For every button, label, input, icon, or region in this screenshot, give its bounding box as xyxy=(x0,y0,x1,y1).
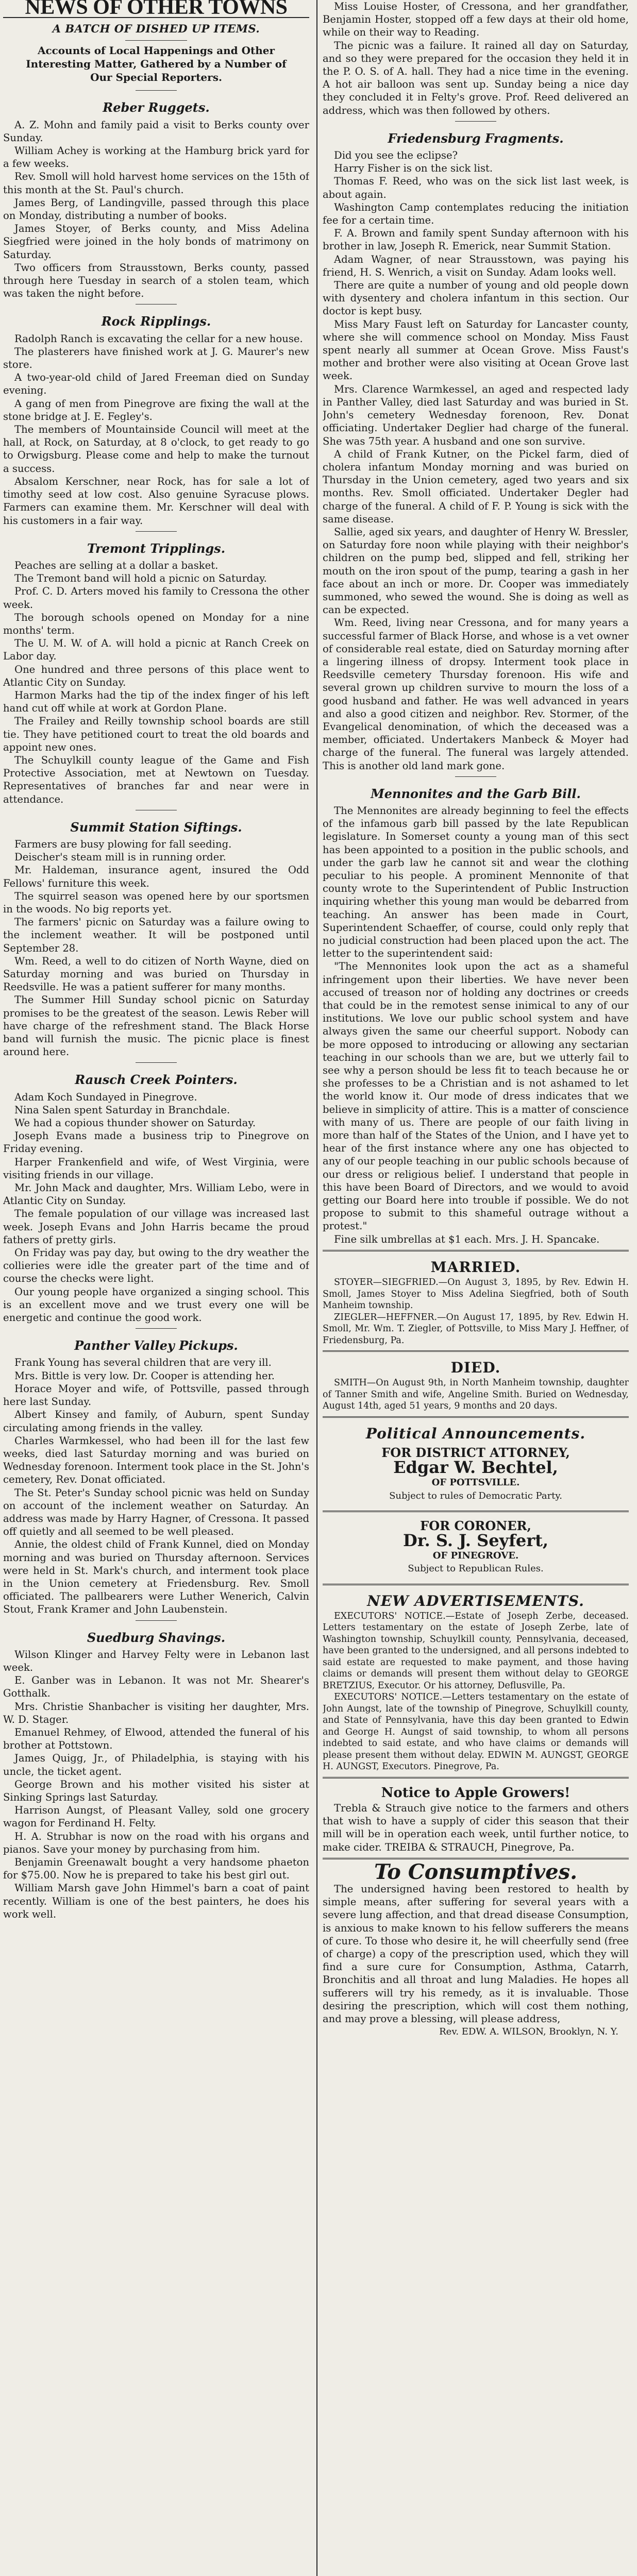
political-entries xyxy=(323,1443,629,1580)
divider xyxy=(136,1328,177,1329)
news-item: Sallie, aged six years, and daughter of Henry W. Bressler, on Saturday fore noon while playing with their neighbor's children on the pump bed, slipped and fell, striking her mouth on the iron spout of the pump, tearing a gash in her face about an inch or more. Dr. Cooper was immediately summoned, who sewed the wound. She is doing as well as can be expected. xyxy=(323,526,629,616)
news-item: The Frailey and Reilly township school boards are still tie. They have petitioned court to treat the old boards and appoint new ones. xyxy=(3,715,309,753)
section-heading: Summit Station Siftings. xyxy=(70,819,242,835)
divider xyxy=(136,1062,177,1063)
news-item: Joseph Evans made a business trip to Pinegrove on Friday evening. xyxy=(3,1130,309,1155)
news-item: On Friday was pay day, but owing to the dry weather the collieries were idle the greater part of the time and of course the checks were light. xyxy=(3,1247,309,1285)
news-item: We had a copious thunder shower on Saturday. xyxy=(14,1117,256,1129)
news-item: A gang of men from Pinegrove are fixing the wall at the stone bridge at J. E. Fegley's. xyxy=(3,397,309,422)
consumptives-text: The undersigned having been restored to health by simple means, after suffering for several years with a severe lung affection, and that dread disease Consumption, is anxious to make known to his fellow sufferers the means of cure. To those who desire it, he will cheerfully send (free of charge) a copy of the prescription used, which they will find a sure cure for Consumption, Asthma, Catarrh, Bronchitis and all throat and lung Maladies. He hopes all sufferers will try his remedy, as it is invaluable. Those desiring the prescription, which will cost them nothing, and may prove a blessing, will please address, xyxy=(323,1883,629,2025)
news-item: The members of Mountainside Council will meet at the hall, at Rock, on Saturday, at 8 o'clock, to get ready to go to Orwigsburg. Please come and help to make the turnout a success. xyxy=(3,423,309,474)
news-item: The plasterers have finished work at J. G. Maurer's new store. xyxy=(3,345,309,371)
section-heading: Suedburg Shavings. xyxy=(87,1630,226,1645)
office-line: FOR DISTRICT ATTORNEY, xyxy=(381,1445,570,1460)
section-heading: Friedensburg Fragments. xyxy=(388,130,564,146)
news-item: The Tremont band will hold a picnic on Saturday. xyxy=(14,572,267,585)
candidate-name: Dr. S. J. Seyfert, xyxy=(403,1531,549,1551)
news-item: Albert Kinsey and family, of Auburn, spent Sunday circulating among friends in the valley. xyxy=(3,1409,309,1434)
news-item: Adam Wagner, of near Strausstown, was paying his friend, H. S. Wenrich, a visit on Sunday. Adam looks well. xyxy=(323,253,629,278)
news-item: Mr. Haldeman, insurance agent, insured the Odd Fellows' furniture this week. xyxy=(3,864,309,889)
news-item: Thomas F. Reed, who was on the sick list last week, is about again. xyxy=(323,175,629,200)
candidate-town: OF PINEGROVE. xyxy=(432,1550,519,1562)
column-divider xyxy=(316,0,317,2576)
news-item: One hundred and three persons of this place went to Atlantic City on Sunday. xyxy=(3,663,309,688)
news-item: Emanuel Rehmey, of Elwood, attended the funeral of his brother at Pottstown. xyxy=(3,1726,309,1752)
news-item: E. Ganber was in Lebanon. It was not Mr. Shearer's Gotthalk. xyxy=(3,1674,309,1700)
news-item: Frank Young has several children that are very ill. xyxy=(14,1357,272,1369)
news-item: William Marsh gave John Himmel's barn a coat of paint recently. William is one of the best painters, he does his work well. xyxy=(3,1882,309,1920)
news-item: The female population of our village was increased last week. Joseph Evans and John Harris became the proud fathers of pretty girls. xyxy=(3,1208,309,1246)
divider xyxy=(455,121,496,122)
died-list xyxy=(323,1377,629,1412)
news-item: James Quigg, Jr., of Philadelphia, is staying with his uncle, the ticket agent. xyxy=(3,1752,309,1777)
news-item: Peaches are selling at a dollar a basket. xyxy=(14,559,219,571)
divider xyxy=(323,1777,629,1778)
marriage-notice: STOYER—SIEGFRIED.—On August 3, 1895, by Rev. Edwin H. Smoll, James Stoyer to Miss Adelina Siegfried, both of South Manheim township. xyxy=(323,1277,629,1311)
divider xyxy=(323,1250,629,1251)
legal-notice: EXECUTORS' NOTICE.—Letters testamentary on the estate of John Aungst, late of the township of Pinegrove, Schuylkill county, and State of Pennsylvania, have this day been granted to Edwin and George H. Aungst of said township, to whom all persons indebted to said estate, and who have claims or demands will please present them without delay. EDWIN M. AUNGST, GEORGE H. AUNGST, Executors. Pinegrove, Pa. xyxy=(323,1692,629,1772)
divider xyxy=(136,90,177,91)
candidate-subject: Subject to Republican Rules. xyxy=(408,1563,544,1574)
news-item: Mrs. Clarence Warmkessel, an aged and respected lady in Panther Valley, died last Saturday and was buried in St. John's cemetery Wednesday forenoon, Rev. Donat officiating. Undertaker Deglier had charge of the funeral. She was 75th year. A husband and one son survive. xyxy=(323,383,629,447)
news-item: The picnic was a failure. It rained all day on Saturday, and so they were prepared for the occasion they held it in the P. O. S. of A. hall. They had a nice time in the evening. A hot air balloon was sent up. Sunday being a nice day they concluded it in Felty's grove. Prof. Reed delivered an address, which was then followed by others. xyxy=(323,39,629,116)
candidate-subject: Subject to rules of Democratic Party. xyxy=(389,1490,562,1501)
news-item: The squirrel season was opened here by our sportsmen in the woods. No big reports yet. xyxy=(3,890,309,915)
news-item: Absalom Kerschner, near Rock, has for sale a lot of timothy seed at low cost. Also genuine Syracuse plows. Farmers can examine them. Mr. Kerschner will deal with his customers in a fair way. xyxy=(3,475,309,527)
news-item: The borough schools opened on Monday for a nine months' term. xyxy=(3,611,309,636)
married-heading: MARRIED. xyxy=(430,1258,521,1276)
news-item: Charles Warmkessel, who had been ill for the last few weeks, died last Saturday morning and was buried on Wednesday forenoon. Interment took place in the St. John's cemetery, Rev. Donat officiated. xyxy=(3,1434,309,1486)
section-heading: Tremont Tripplings. xyxy=(87,540,226,556)
news-item: Mr. John Mack and daughter, Mrs. William Lebo, were in Atlantic City on Sunday. xyxy=(3,1182,309,1207)
news-item: Mrs. Bittle is very low. Dr. Cooper is attending her. xyxy=(14,1369,275,1382)
subdeck-headline: Accounts of Local Happenings and Other Interesting Matter, Gathered by a Number of Our Special Reporters. xyxy=(26,44,287,84)
news-item: A. Z. Mohn and family paid a visit to Berks county over Sunday. xyxy=(3,118,309,144)
candidate-name: Edgar W. Bechtel, xyxy=(393,1458,558,1478)
news-item: Miss Mary Faust left on Saturday for Lancaster county, where she will commence school on Monday. Miss Faust spent nearly all summer at Ocean Grove. Miss Faust's mother and brother were also visiting at Ocean Grove last week. xyxy=(323,318,629,382)
news-item: William Achey is working at the Hamburg brick yard for a few weeks. xyxy=(3,145,309,170)
news-item: Our young people have organized a singing school. This is an excellent move and we trust every one will be energetic and continue the good work. xyxy=(3,1285,309,1324)
news-item: Harrison Aungst, of Pleasant Valley, sold one grocery wagon for Ferdinand H. Felty. xyxy=(3,1804,309,1829)
divider xyxy=(136,1620,177,1621)
section-heading: Mennonites and the Garb Bill. xyxy=(371,786,581,801)
news-item: James Berg, of Landingville, passed through this place on Monday, distributing a number of books. xyxy=(3,196,309,222)
new-ads-heading: NEW ADVERTISEMENTS. xyxy=(367,1592,584,1609)
section-heading: Panther Valley Pickups. xyxy=(74,1338,238,1353)
news-item: Farmers are busy plowing for fall seeding. xyxy=(14,838,232,850)
news-item: The St. Peter's Sunday school picnic was held on Sunday on account of the inclement weather on Saturday. An address was made by Harry Hagner, of Cressona. It passed off quietly and all seemed to be well pleased. xyxy=(3,1486,309,1538)
masthead: NEWS OF OTHER TOWNS xyxy=(3,0,309,18)
apple-notice-text: Trebla & Strauch give notice to the farmers and others that wish to have a supply of cider this season that their mill will be in operation each week, until further notice, to make cider. TREIBA & STRAUCH, Pinegrove, Pa. xyxy=(323,1802,629,1853)
news-item: The farmers' picnic on Saturday was a failure owing to the inclement weather. It will be postponed until September 28. xyxy=(3,916,309,954)
candidate-town: OF POTTSVILLE. xyxy=(431,1477,520,1488)
divider xyxy=(323,1584,629,1585)
news-item: Annie, the oldest child of Frank Kunnel, died on Monday morning and was buried on Thursday afternoon. Services were held in St. Mark's church, and interment took place in the Union cemetery at Friedensburg. Rev. Smoll officiated. The pallbearers were Luther Wenerich, Calvin Stout, Frank Kramer and John Laubenstein. xyxy=(3,1538,309,1616)
section-heading: Rausch Creek Pointers. xyxy=(75,1072,238,1088)
right-column xyxy=(323,0,629,2576)
news-item: Harper Frankenfield and wife, of West Virginia, were visiting friends in our village. xyxy=(3,1156,309,1181)
news-item: The Summer Hill Sunday school picnic on Saturday promises to be the greatest of the season. Lewis Reber will have charge of the refreshment stand. The Black Horse band will furnish the music. The picnic place is finest around here. xyxy=(3,994,309,1058)
news-item: Harry Fisher is on the sick list. xyxy=(334,162,493,175)
news-item: Mrs. Christie Shanbacher is visiting her daughter, Mrs. W. D. Stager. xyxy=(3,1700,309,1725)
news-item: Wm. Reed, living near Cressona, and for many years a successful farmer of Black Horse, and whose is a vet owner of considerable real estate, died on Saturday morning after a lingering illness of dropsy. Interment took place in Reedsville cemetery Thursday forenoon. His wife and several grown up children survive to mourn the loss of a good husband and father. He was well advanced in years and also a good citizen and neighbor. Rev. Stormer, of the Evangelical denomination, of which the deceased was a member, officiated. Undertakers Manbeck & Moyer had charge of the funeral. The funeral was largely attended. This is another old land mark gone. xyxy=(323,617,629,772)
death-notice: SMITH—On August 9th, in North Manheim township, daughter of Tanner Smith and wife, Angeline Smith. Buried on Wednesday, August 14th, aged 51 years, 9 months and 20 days. xyxy=(323,1378,629,1412)
news-item: Did you see the eclipse? xyxy=(334,149,458,162)
left-sections xyxy=(3,90,309,1921)
news-item: Deischer's steam mill is in running order. xyxy=(14,851,226,863)
consumptives-heading: To Consumptives. xyxy=(374,1859,578,1884)
right-sections xyxy=(323,0,629,1246)
apple-notice-heading: Notice to Apple Growers! xyxy=(381,1785,571,1801)
died-heading: DIED. xyxy=(450,1359,501,1377)
news-item: "The Mennonites look upon the act as a shameful infringement upon their liberties. We have never been accused of treason nor of holding any doctrines or creeds that could be in the remotest sense inimical to any of our institutions. We love our public school system and have always given the same our cheerful support. Nobody can be more opposed to introducing or allowing any sectarian teaching in our schools than we are, but we utterly fail to see why a person should be less fit to teach because he or she professes to be a Christian and is not ashamed to let the world know it. Our mode of dress indicates that we believe in simplicity of attire. This is a matter of conscience with many of us. There are people of our faith living in more than half of the States of the Union, and I have yet to hear of the first instance where any one has objected to any of our people teaching in our public schools because of our dress or religious belief. I understand that people in this have been Board of Directors, and we would to avoid getting our Board here into trouble if possible. We do not propose to submit to this shameful outrage without a protest." xyxy=(323,960,629,1232)
divider xyxy=(136,531,177,532)
news-item: Washington Camp contemplates reducing the initiation fee for a certain time. xyxy=(323,201,629,227)
political-heading: Political Announcements. xyxy=(365,1425,586,1442)
news-item: Two officers from Strausstown, Berks county, passed through here Tuesday in search of a stolen team, which was taken the night before. xyxy=(3,261,309,300)
news-item: James Stoyer, of Berks county, and Miss Adelina Siegfried were joined in the holy bonds of matrimony on Saturday. xyxy=(3,223,309,261)
news-item: F. A. Brown and family spent Sunday afternoon with his brother in law, Joseph R. Emerick, near Summit Station. xyxy=(323,227,629,252)
news-item: Fine silk umbrellas at $1 each. Mrs. J. H. Spancake. xyxy=(334,1233,600,1245)
divider xyxy=(323,1350,629,1352)
news-item: The Mennonites are already beginning to feel the effects of the infamous garb bill passed by the late Republican legislature. In Somerset county a young man of this sect has been appointed to a position in the public schools, and under the garb law he cannot sit and wear the clothing peculiar to his people. A prominent Mennonite of that county wrote to the Superintendent of Public Instruction inquiring whether this young man would be debarred from teaching. An answer has been made in Court, Superintendent Schaeffer, of course, could only reply that no judicial construction had been placed upon the act. The letter to the superintendent said: xyxy=(323,804,629,960)
new-ads-list xyxy=(323,1611,629,1773)
news-item: George Brown and his mother visited his sister at Sinking Springs last Saturday. xyxy=(3,1778,309,1803)
deck-headline: A BATCH OF DISHED UP ITEMS. xyxy=(52,22,260,36)
news-item: H. A. Strubhar is now on the road with his organs and pianos. Save your money by purchasing from him. xyxy=(3,1830,309,1855)
news-item: Benjamin Greenawalt bought a very handsome phaeton for $75.00. Now he is prepared to take his best girl out. xyxy=(3,1856,309,1882)
left-column xyxy=(3,0,309,2576)
divider xyxy=(323,1511,629,1512)
news-item: A child of Frank Kutner, on the Pickel farm, died of cholera infantum Monday morning and was buried on Thursday in the Union cemetery, aged two years and six months. Rev. Smoll officiated. Undertaker Degler had charge of the funeral. A child of F. P. Young is sick with the same disease. xyxy=(323,448,629,525)
divider xyxy=(125,40,187,41)
divider xyxy=(323,1858,629,1859)
news-item: A two-year-old child of Jared Freeman died on Sunday evening. xyxy=(3,371,309,397)
news-item: Radolph Ranch is excavating the cellar for a new house. xyxy=(14,332,303,345)
section-heading: Reber Ruggets. xyxy=(103,100,210,115)
news-item: There are quite a number of young and old people down with dysentery and cholera infantum in this section. Our doctor is kept busy. xyxy=(323,279,629,317)
news-item: Horace Moyer and wife, of Pottsville, passed through here last Sunday. xyxy=(3,1382,309,1408)
married-list xyxy=(323,1277,629,1346)
news-item: Prof. C. D. Arters moved his family to Cressona the other week. xyxy=(3,585,309,611)
news-item: The U. M. W. of A. will hold a picnic at Ranch Creek on Labor day. xyxy=(3,637,309,663)
news-item: Wilson Klinger and Harvey Felty were in Lebanon last week. xyxy=(3,1648,309,1673)
news-item: Miss Louise Hoster, of Cressona, and her grandfather, Benjamin Hoster, stopped off a few days at their old home, while on their way to Reading. xyxy=(323,1,629,39)
divider xyxy=(455,776,496,777)
section-heading: Rock Ripplings. xyxy=(101,314,211,329)
consumptives-signature: Rev. EDW. A. WILSON, Brooklyn, N. Y. xyxy=(439,2026,618,2038)
legal-notice: EXECUTORS' NOTICE.—Estate of Joseph Zerbe, deceased. Letters testamentary on the estate of Joseph Zerbe, late of Washington township, Schuylkill county, Pennsylvania, deceased, have been granted to the undersigned, and all persons indebted to said estate are requested to make payment, and those having claims or demands will present them without delay to GEORGE BRETZIUS, Executor. Or his attorney, Deflusville, Pa. xyxy=(323,1611,629,1691)
marriage-notice: ZIEGLER—HEFFNER.—On August 17, 1895, by Rev. Edwin H. Smoll, Mr. Wm. T. Ziegler, of Pottsville, to Miss Mary J. Heffner, of Friedensburg, Pa. xyxy=(323,1312,629,1346)
news-item: The Schuylkill county league of the Game and Fish Protective Association, met at Newtown on Tuesday. Representatives of branches far and near were in attendance. xyxy=(3,754,309,805)
office-line: FOR CORONER, xyxy=(420,1518,531,1533)
news-item: Rev. Smoll will hold harvest home services on the 15th of this month at the St. Paul's church. xyxy=(3,171,309,196)
news-item: Adam Koch Sundayed in Pinegrove. xyxy=(14,1091,197,1103)
news-item: Nina Salen spent Saturday in Branchdale. xyxy=(14,1104,230,1116)
divider xyxy=(323,1416,629,1418)
news-item: Wm. Reed, a well to do citizen of North Wayne, died on Saturday morning and was buried on Thursday in Reedsville. He was a patient sufferer for many months. xyxy=(3,955,309,993)
news-item: Harmon Marks had the tip of the index finger of his left hand cut off while at work at Gordon Plane. xyxy=(3,689,309,715)
